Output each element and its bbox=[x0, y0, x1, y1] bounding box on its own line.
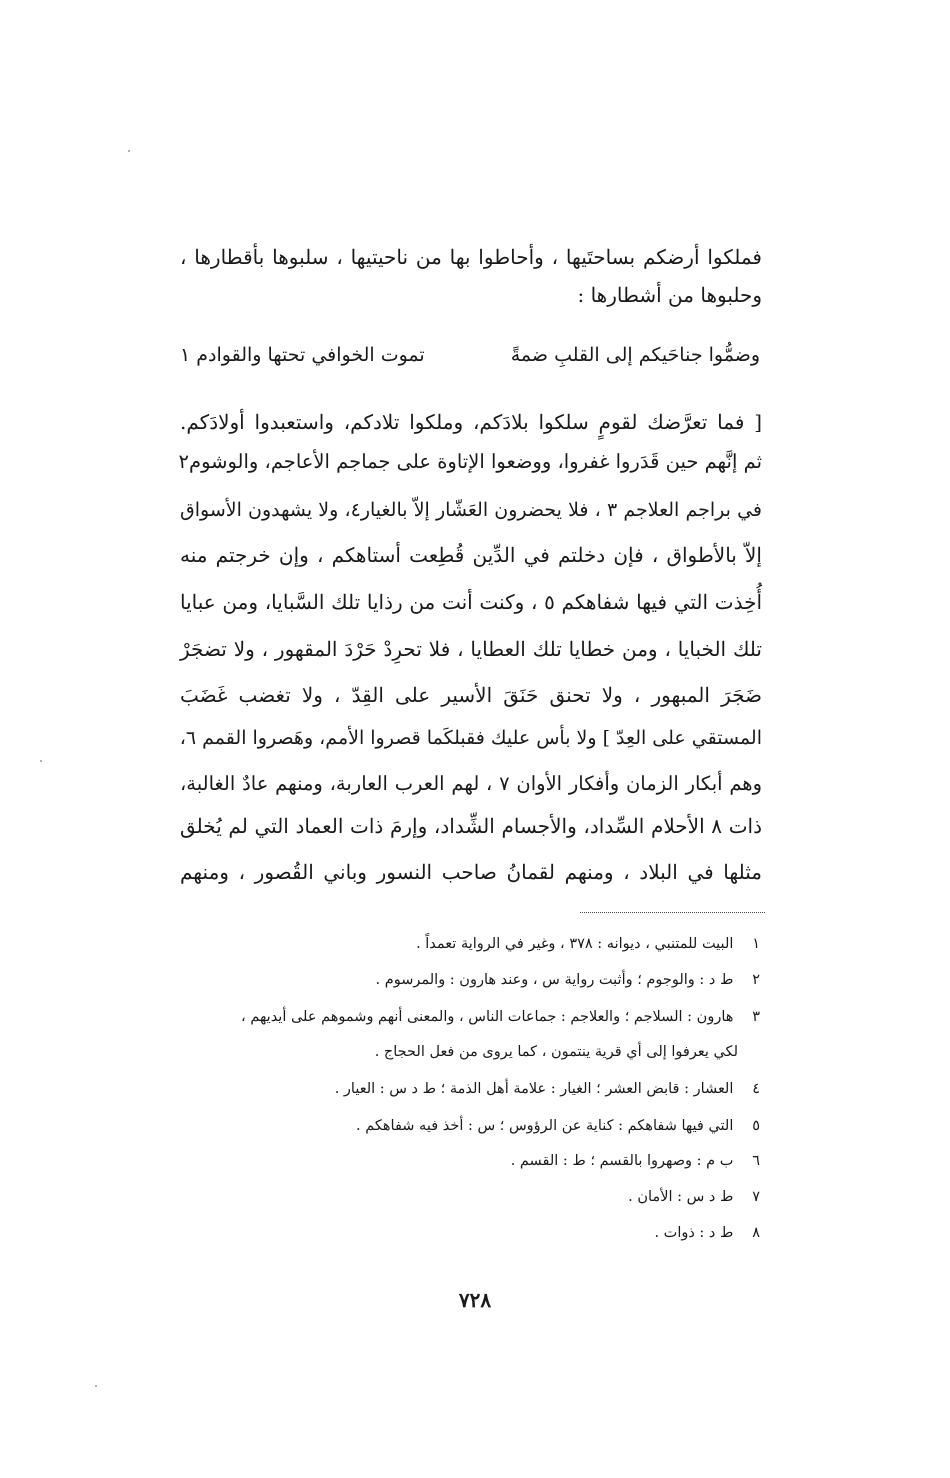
paragraph-line: مثلها في البلاد ، ومنهم لقمانُ صاحب النسور وباني القُصور ، ومنهم bbox=[180, 860, 762, 884]
footnote bbox=[200, 966, 760, 994]
footnote-number: ٣ bbox=[752, 1009, 760, 1025]
footnote-number: ٦ bbox=[752, 1153, 760, 1169]
paragraph-line: في براجم العلاجم ٣ ، فلا يحضرون العَشّار إلاّ بالغيار٤، ولا يشهدون الأسواق bbox=[180, 499, 762, 521]
scan-speck bbox=[40, 760, 42, 762]
footnote-separator bbox=[580, 912, 765, 913]
footnote-number: ٧ bbox=[752, 1189, 760, 1205]
scan-speck bbox=[128, 150, 130, 152]
body-line: وحلبوها من أشطارها : bbox=[577, 283, 762, 307]
paragraph-line: [ فما تعرَّضك لقومٍ سلكوا بلادَكم، وملكوا تلادكم، واستعبدوا أولادَكم. bbox=[180, 410, 762, 434]
scan-speck bbox=[95, 1385, 97, 1387]
paragraph-line: ضَجَرَ المبهور ، ولا تحنق حَنَقَ الأسير على القِدّ ، ولا تغضب غَضَبَ bbox=[180, 683, 762, 707]
footnote-text: العشار : قابض العشر ؛ الغيار : علامة أهل الذمة ؛ ط د س : العيار . bbox=[334, 1081, 734, 1097]
footnote-number: ٢ bbox=[752, 972, 760, 988]
footnote bbox=[200, 930, 760, 958]
paragraph-line: إلاّ بالأطواق ، فإن دخلتم في الدِّين قُطِعت أستاهكم ، وإن خرجتم منه bbox=[180, 543, 762, 567]
verse-second-hemistich: تموت الخوافي تحتها والقوادم ١ bbox=[180, 344, 425, 366]
footnote-number: ٥ bbox=[752, 1118, 760, 1134]
verse-first-hemistich: وضمُّوا جناحَيكم إلى القلبِ ضمةً bbox=[510, 344, 760, 366]
paragraph-line: ثم إنَّهم حين قَدَروا غفروا، ووضعوا الإتاوة على جماجم الأعاجم، والوشوم٢ bbox=[178, 450, 762, 473]
paragraph-line: تلك الخبايا ، ومن خطايا تلك العطايا ، فلا تحرِدْ حَرْدَ المقهور ، ولا تضجَرْ bbox=[180, 637, 762, 661]
footnote bbox=[200, 1003, 760, 1031]
footnote-number: ٨ bbox=[752, 1225, 760, 1241]
footnote-text: ط د : والوجوم ؛ وأثبت رواية س ، وعند هارون : والمرسوم . bbox=[375, 972, 734, 988]
body-line: فملكوا أرضكم بساحتَيها ، وأحاطوا بها من ناحيتيها ، سلبوها بأقطارها ، bbox=[180, 245, 762, 269]
footnote-text: التي فيها شفاهكم : كناية عن الرؤوس ؛ س : أخذ فيه شفاهكم . bbox=[356, 1118, 734, 1134]
footnote-text: هارون : السلاجم ؛ والعلاجم : جماعات الناس ، والمعنى أنهم وشموهم على أيديهم ، bbox=[241, 1009, 734, 1025]
footnote bbox=[200, 1075, 760, 1103]
footnote-text: ط د س : الأمان . bbox=[628, 1189, 734, 1205]
footnote-text: البيت للمتنبي ، ديوانه : ٣٧٨ ، وغير في الرواية تعمداً . bbox=[416, 936, 734, 952]
paragraph-line: المستقي على العِدّ ] ولا بأس عليك فقبلكَما قصروا الأمم، وهَصروا القمم ٦، bbox=[179, 727, 762, 749]
paragraph-line: أُخِذت التي فيها شفاهكم ٥ ، وكنت أنت من رذايا تلك السَّبايا، ومن عبايا bbox=[180, 590, 763, 614]
footnote-number: ٤ bbox=[752, 1081, 760, 1097]
paragraph-line: وهم أبكار الزمان وأفكار الأوان ٧ ، لهم العرب العاربة، ومنهم عادٌ الغالبة، bbox=[180, 772, 762, 795]
footnote bbox=[200, 1147, 760, 1175]
poem-verse bbox=[180, 335, 760, 375]
footnote bbox=[200, 1112, 760, 1140]
footnote-text: لكي يعرفوا إلى أي قرية ينتمون ، كما يروى من فعل الحجاج . bbox=[374, 1044, 738, 1060]
page-number: ٧٢٨ bbox=[458, 1288, 492, 1312]
footnote-continuation bbox=[200, 1038, 760, 1066]
footnote bbox=[200, 1219, 760, 1247]
footnote bbox=[200, 1183, 760, 1211]
paragraph-line: ذات ٨ الأحلام السِّداد، والأجسام الشِّداد، وإرمَ ذات العماد التي لم يُخلق bbox=[180, 814, 762, 838]
footnote-number: ١ bbox=[752, 936, 760, 952]
footnote-text: ب م : وصهروا بالقسم ؛ ط : القسم . bbox=[510, 1153, 734, 1169]
footnote-text: ط د : ذوات . bbox=[654, 1225, 734, 1241]
